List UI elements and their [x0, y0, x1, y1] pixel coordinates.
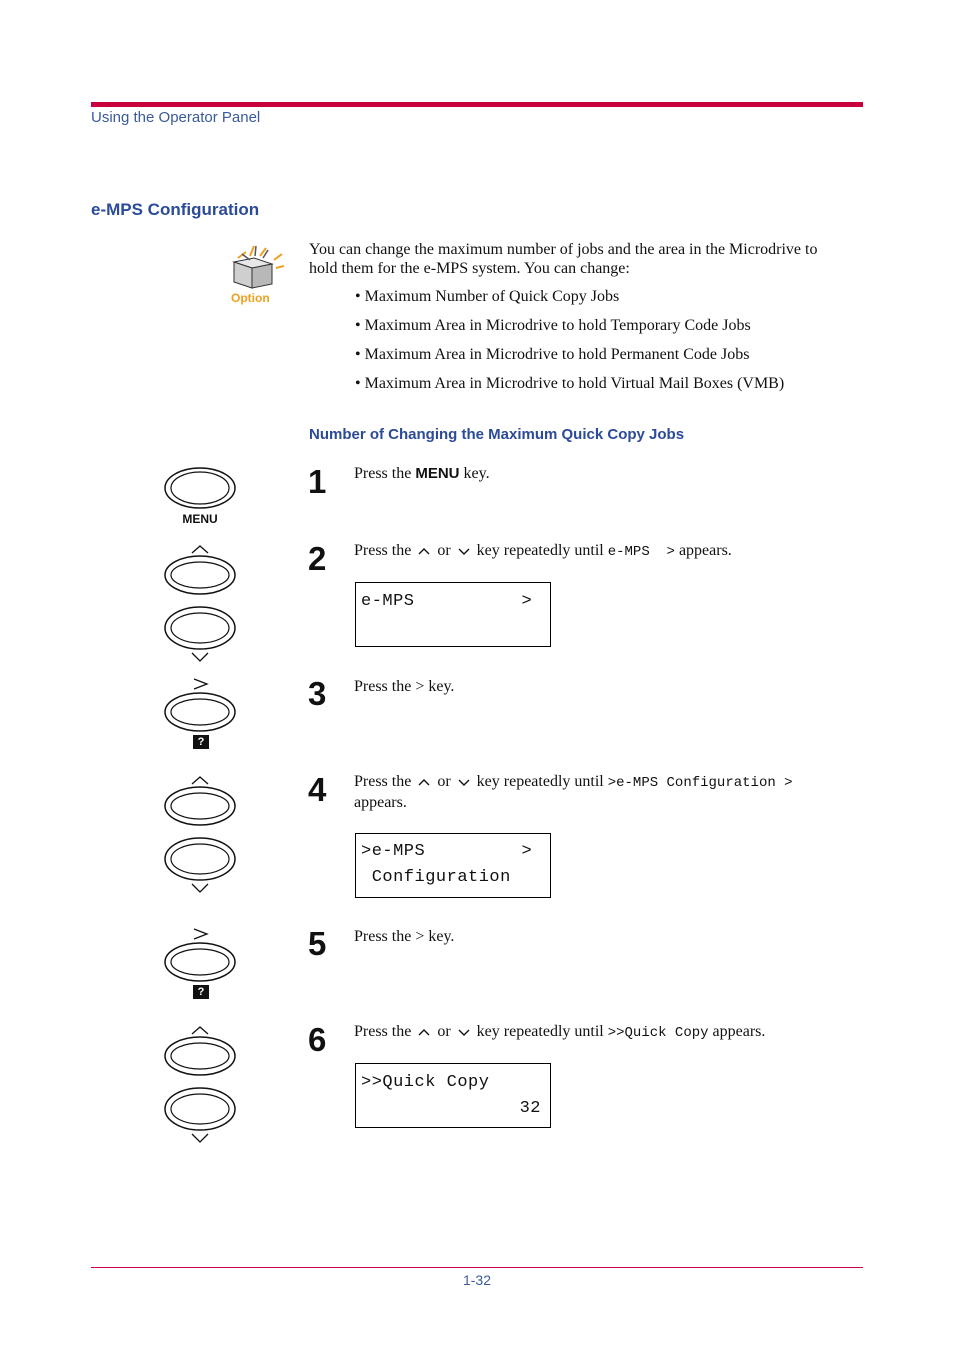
- subsection-title: Number of Changing the Maximum Quick Copy Jobs: [309, 426, 685, 443]
- step-text: Press the or key repeatedly until e-MPS > appears.: [354, 542, 732, 560]
- step-text: Press the or key repeatedly until >>Quick Copy appears.: [354, 1023, 766, 1041]
- step-text: Press the > key.: [354, 678, 455, 695]
- step-number: 4: [308, 771, 327, 808]
- step-number: 1: [308, 463, 327, 500]
- page-number: 1-32: [462, 1272, 492, 1288]
- step-number: 5: [308, 925, 327, 962]
- lcd-line-2: Configuration: [361, 868, 511, 887]
- help-badge: ?: [193, 985, 209, 999]
- header-rule: [91, 102, 863, 107]
- lcd-display: [355, 582, 551, 647]
- down-arrow-icon: [457, 545, 471, 557]
- down-key-icon: [163, 606, 237, 664]
- step-number: 6: [308, 1021, 327, 1058]
- lcd-line-1: >>Quick Copy: [361, 1073, 490, 1092]
- menu-key-icon: [163, 466, 237, 510]
- step-number: 3: [308, 675, 327, 712]
- up-key-icon: [163, 1024, 237, 1076]
- option-icon: [228, 244, 284, 290]
- lcd-line-2: 32: [519, 1099, 541, 1118]
- bullet-item: • Maximum Area in Microdrive to hold Permanent Code Jobs: [355, 346, 750, 363]
- down-key-icon: [163, 1087, 237, 1145]
- up-arrow-icon: [417, 1026, 431, 1038]
- lcd-display: [355, 1063, 551, 1128]
- step-number: 2: [308, 540, 327, 577]
- up-arrow-icon: [417, 776, 431, 788]
- breadcrumb: Using the Operator Panel: [91, 109, 261, 126]
- lcd-line-1: >e-MPS >: [361, 842, 533, 861]
- intro-paragraph: You can change the maximum number of jobs and the area in the Microdrive to hold them for the e-MPS system. You can change:: [309, 241, 818, 277]
- step-text: Press the or key repeatedly until >e-MPS Configuration > appears.: [354, 773, 793, 811]
- footer-rule: [91, 1267, 863, 1268]
- down-key-icon: [163, 837, 237, 895]
- up-arrow-icon: [417, 545, 431, 557]
- down-arrow-icon: [457, 776, 471, 788]
- step-text: Press the MENU key.: [354, 465, 490, 482]
- right-key-icon: [163, 676, 237, 732]
- help-badge: ?: [193, 735, 209, 749]
- section-title: e-MPS Configuration: [91, 200, 260, 219]
- up-key-icon: [163, 774, 237, 826]
- menu-key-label: MENU: [182, 512, 218, 526]
- lcd-line-1: e-MPS >: [361, 592, 533, 611]
- bullet-item: • Maximum Area in Microdrive to hold Temporary Code Jobs: [355, 317, 751, 334]
- up-key-icon: [163, 543, 237, 595]
- lcd-display: [355, 833, 551, 898]
- bullet-item: • Maximum Number of Quick Copy Jobs: [355, 288, 620, 305]
- option-label: Option: [231, 291, 270, 305]
- bullet-item: • Maximum Area in Microdrive to hold Virtual Mail Boxes (VMB): [355, 375, 785, 392]
- right-key-icon: [163, 926, 237, 982]
- down-arrow-icon: [457, 1026, 471, 1038]
- step-text: Press the > key.: [354, 928, 455, 945]
